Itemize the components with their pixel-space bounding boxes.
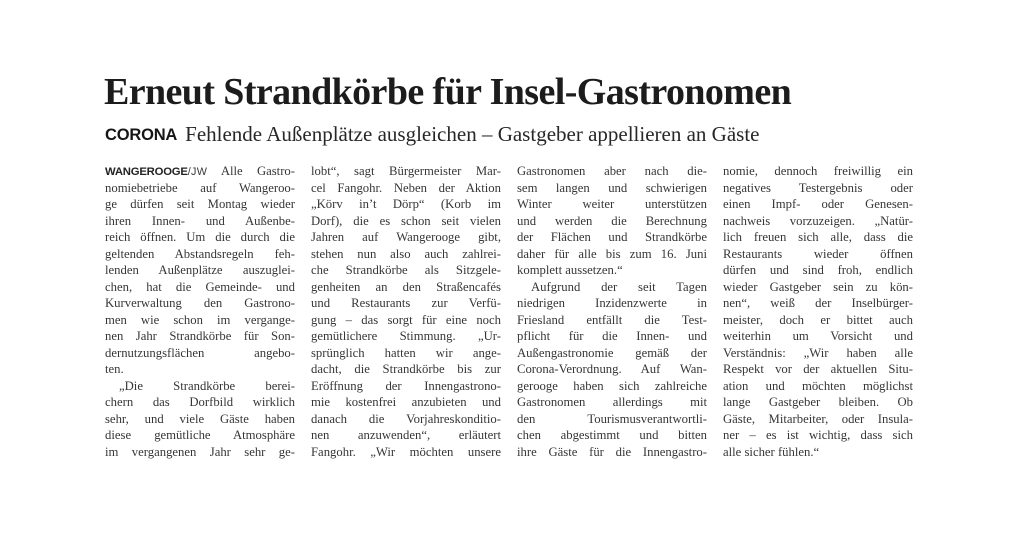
text-line: danach die Vorjahreskonditio- xyxy=(311,411,501,426)
text-line: und Restaurants zur Verfü- xyxy=(311,296,501,310)
text-line: Kurverwaltung den Gastrono- xyxy=(105,296,295,310)
text-line: reich öffnen. Um die durch die xyxy=(105,230,295,244)
article-column-3 xyxy=(517,163,707,460)
text-line: Gäste, Mitarbeiter, oder Insula- xyxy=(723,411,913,426)
text-line: dernutzungsflächen angebo- xyxy=(105,345,295,360)
text-line: genheiten an den Straßencafés xyxy=(311,279,501,294)
text-line: nachweis vorzuzeigen. „Natür- xyxy=(723,213,913,228)
text-line: Respekt vor der aktuellen Situ- xyxy=(723,362,913,376)
text-line: Außengastronomie gemäß der xyxy=(517,345,707,360)
text-line: chern das Dorfbild wirklich xyxy=(105,395,295,409)
text-line: und werden die Berechnung xyxy=(517,213,707,228)
text-line: Verständnis: „Wir haben alle xyxy=(723,345,913,360)
text-line: chen abgestimmt und bitten xyxy=(517,428,707,442)
text-line: lobt“, sagt Bürgermeister Mar- xyxy=(311,164,501,178)
text-line: gemütlichere Stimmung. „Ur- xyxy=(311,329,501,343)
text-line: sem langen und schwierigen xyxy=(517,180,707,195)
text-line: Winter weiter unterstützen xyxy=(517,197,707,211)
text-line: chen, hat die Gemeinde- und xyxy=(105,279,295,294)
text-line: „Die Strandkörbe berei- xyxy=(119,378,295,393)
text-line: lenden Außenplätze auszuglei- xyxy=(105,263,295,277)
text-line: meister, doch er bittet auch xyxy=(723,312,913,327)
text-line: diese gemütliche Atmosphäre xyxy=(105,428,295,442)
text-line: wieder Gastgeber sein zu kön- xyxy=(723,279,913,294)
text-line: nomiebetriebe auf Wangeroo- xyxy=(105,180,295,195)
kicker-label: CORONA xyxy=(105,126,178,144)
text-line: im vergangenen Jahr sehr ge- xyxy=(105,444,295,459)
text-line: stehen nun also auch zahlrei- xyxy=(311,246,501,261)
text-line: che Strandkörbe als Sitzgele- xyxy=(311,263,501,277)
text-line: Jahren auf Wangerooge gibt, xyxy=(311,230,501,244)
text-line: den Tourismusverantwortli- xyxy=(517,411,707,426)
article-column-1 xyxy=(105,163,295,460)
text-line: ation und möchten möglichst xyxy=(723,378,913,393)
text-line: ten. xyxy=(105,362,124,376)
text-line: alle sicher fühlen.“ xyxy=(723,444,820,459)
text-line: sehr, und viele Gäste haben xyxy=(105,411,295,426)
text-line: Restaurants wieder öffnen xyxy=(723,246,913,261)
text-line: negatives Testergebnis oder xyxy=(723,180,913,195)
text-line: lich freuen sich alle, dass die xyxy=(723,230,913,244)
article-column-4 xyxy=(723,163,913,460)
dateline-credit: /JW xyxy=(187,166,208,178)
text-line: „Körv in’t Dörp“ (Korb im xyxy=(311,197,501,211)
text-line: men wie schon im vergange- xyxy=(105,312,295,327)
text-line: geltenden Abstandsregeln feh- xyxy=(105,246,295,261)
text-line: Corona-Verordnung. Auf Wan- xyxy=(517,362,707,376)
text-line: ihre Gäste für die Innengastro- xyxy=(517,444,707,459)
text-line: mie kostenfrei anzubieten und xyxy=(311,395,501,409)
text-line: lange Gastgeber bleiben. Ob xyxy=(723,395,913,409)
article-kicker xyxy=(105,122,760,147)
text-line: cel Fangohr. Neben der Aktion xyxy=(311,180,501,195)
text-line: der Flächen und Strandkörbe xyxy=(517,230,707,244)
text-line: nen“, weiß der Inselbürger- xyxy=(723,296,913,310)
article-headline: Erneut Strandkörbe für Insel-Gastronomen xyxy=(104,71,792,113)
text-line: gerooge haben sich zahlreiche xyxy=(517,378,707,393)
text-line: dürfen und sind froh, endlich xyxy=(723,263,913,277)
article-column-2 xyxy=(311,163,501,460)
text-line: ge dürfen seit Montag wieder xyxy=(105,197,295,211)
text-line: nomie, dennoch freiwillig ein xyxy=(723,164,913,178)
text-line: Dorf), die es schon seit vielen xyxy=(311,213,501,228)
text-line: ner – es ist wichtig, dass sich xyxy=(723,428,913,442)
article-body xyxy=(105,163,913,460)
text-line: niedrigen Inzidenzwerte in xyxy=(517,296,707,310)
text-line: Friesland entfällt die Test- xyxy=(517,312,707,327)
text-line: Gastronomen allerdings mit xyxy=(517,395,707,409)
text-line: Fangohr. „Wir möchten unsere xyxy=(311,444,501,459)
text-line: komplett aussetzen.“ xyxy=(517,263,623,277)
text-line: Gastronomen aber nach die- xyxy=(517,164,707,178)
dateline-location: WANGEROOGE xyxy=(105,166,188,178)
text-line: ihren Innen- und Außenbe- xyxy=(105,213,295,228)
text-line: weiterhin um Vorsicht und xyxy=(723,329,913,343)
kicker-subheadline: Fehlende Außenplätze ausgleichen – Gastgeber appellieren an Gäste xyxy=(185,122,760,146)
text-line: einen Impf- oder Genesen- xyxy=(723,197,913,211)
text-line: pflicht für die Innen- und xyxy=(517,329,707,343)
text-line: gung – das sorgt für eine noch xyxy=(311,312,501,327)
text-line: Eröffnung der Innengastrono- xyxy=(311,378,501,393)
text-line: nen anzuwenden“, erläutert xyxy=(311,428,501,442)
text-line: sprünglich hatten wir ange- xyxy=(311,345,501,360)
text-line: dacht, die Strandkörbe bis zur xyxy=(311,362,501,376)
text-line: Aufgrund der seit Tagen xyxy=(531,279,707,294)
text-line: daher für alle bis zum 16. Juni xyxy=(517,246,707,261)
text-line: WANGEROOGE/JW Alle Gastro- xyxy=(105,164,295,178)
text-line: nen Jahr Strandkörbe für Son- xyxy=(105,329,295,343)
